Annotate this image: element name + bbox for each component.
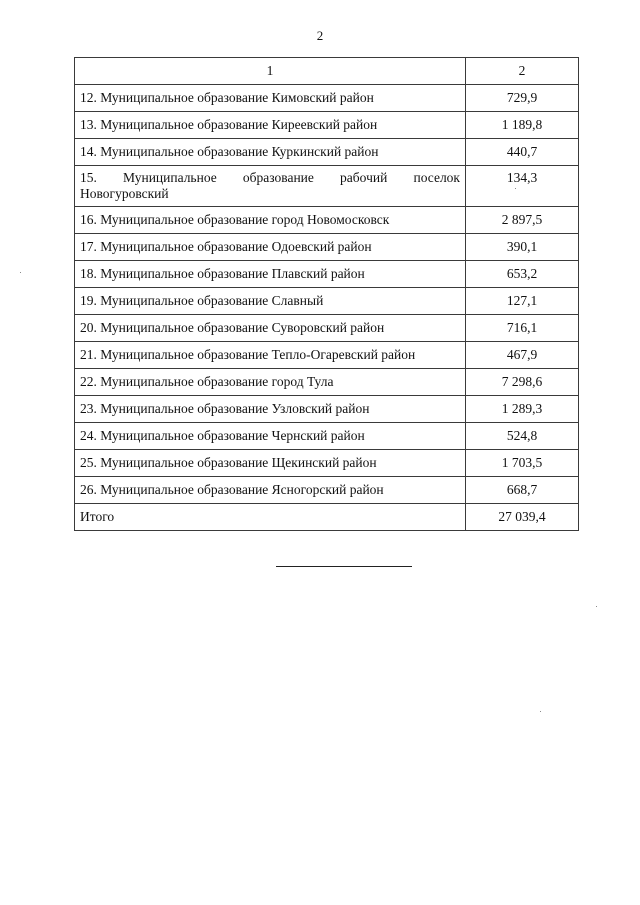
table-row bbox=[75, 369, 579, 396]
separator-line bbox=[276, 566, 412, 567]
amount-value: 2 897,5 bbox=[466, 207, 579, 234]
table-row bbox=[75, 477, 579, 504]
total-value: 27 039,4 bbox=[466, 504, 579, 531]
table-row bbox=[75, 166, 579, 207]
municipality-name: 16. Муниципальное образование город Новомосковск bbox=[75, 207, 466, 234]
municipality-name: 18. Муниципальное образование Плавский район bbox=[75, 261, 466, 288]
municipality-name: 23. Муниципальное образование Узловский район bbox=[75, 396, 466, 423]
municipality-name: 19. Муниципальное образование Славный bbox=[75, 288, 466, 315]
municipality-name: 13. Муниципальное образование Киреевский район bbox=[75, 112, 466, 139]
amount-value: 1 289,3 bbox=[466, 396, 579, 423]
amount-value: 467,9 bbox=[466, 342, 579, 369]
municipality-name: 25. Муниципальное образование Щекинский район bbox=[75, 450, 466, 477]
amount-value: 668,7 bbox=[466, 477, 579, 504]
table-row bbox=[75, 396, 579, 423]
table-row bbox=[75, 315, 579, 342]
scan-speck bbox=[515, 188, 516, 189]
scan-speck bbox=[596, 606, 597, 607]
amount-value: 729,9 bbox=[466, 85, 579, 112]
table-header-row bbox=[75, 58, 579, 85]
scan-speck bbox=[540, 711, 541, 712]
allocation-table bbox=[74, 57, 579, 531]
table-row bbox=[75, 234, 579, 261]
column-header-1: 1 bbox=[75, 58, 466, 85]
table-row bbox=[75, 450, 579, 477]
municipality-name: 12. Муниципальное образование Кимовский район bbox=[75, 85, 466, 112]
table-row bbox=[75, 261, 579, 288]
municipality-name: 15. Муниципальное образование рабочий поселок Новогуровский bbox=[75, 166, 466, 207]
amount-value: 524,8 bbox=[466, 423, 579, 450]
municipality-name: 14. Муниципальное образование Куркинский район bbox=[75, 139, 466, 166]
table-row bbox=[75, 139, 579, 166]
amount-value: 390,1 bbox=[466, 234, 579, 261]
amount-value: 127,1 bbox=[466, 288, 579, 315]
total-row bbox=[75, 504, 579, 531]
scan-speck bbox=[20, 272, 21, 273]
municipality-name: 26. Муниципальное образование Ясногорский район bbox=[75, 477, 466, 504]
page-number: 2 bbox=[316, 28, 324, 43]
table-row bbox=[75, 342, 579, 369]
amount-value: 716,1 bbox=[466, 315, 579, 342]
amount-value: 653,2 bbox=[466, 261, 579, 288]
municipality-name: 21. Муниципальное образование Тепло-Огаревский район bbox=[75, 342, 466, 369]
table-row bbox=[75, 423, 579, 450]
amount-value: 7 298,6 bbox=[466, 369, 579, 396]
municipality-name: 17. Муниципальное образование Одоевский район bbox=[75, 234, 466, 261]
amount-value: 1 703,5 bbox=[466, 450, 579, 477]
column-header-2: 2 bbox=[466, 58, 579, 85]
amount-value: 1 189,8 bbox=[466, 112, 579, 139]
table-row bbox=[75, 288, 579, 315]
table-row bbox=[75, 112, 579, 139]
municipality-name: 22. Муниципальное образование город Тула bbox=[75, 369, 466, 396]
table-row bbox=[75, 85, 579, 112]
municipality-name: 20. Муниципальное образование Суворовский район bbox=[75, 315, 466, 342]
table-row bbox=[75, 207, 579, 234]
total-label: Итого bbox=[75, 504, 466, 531]
amount-value: 134,3 bbox=[466, 166, 579, 207]
amount-value: 440,7 bbox=[466, 139, 579, 166]
municipality-name: 24. Муниципальное образование Чернский район bbox=[75, 423, 466, 450]
